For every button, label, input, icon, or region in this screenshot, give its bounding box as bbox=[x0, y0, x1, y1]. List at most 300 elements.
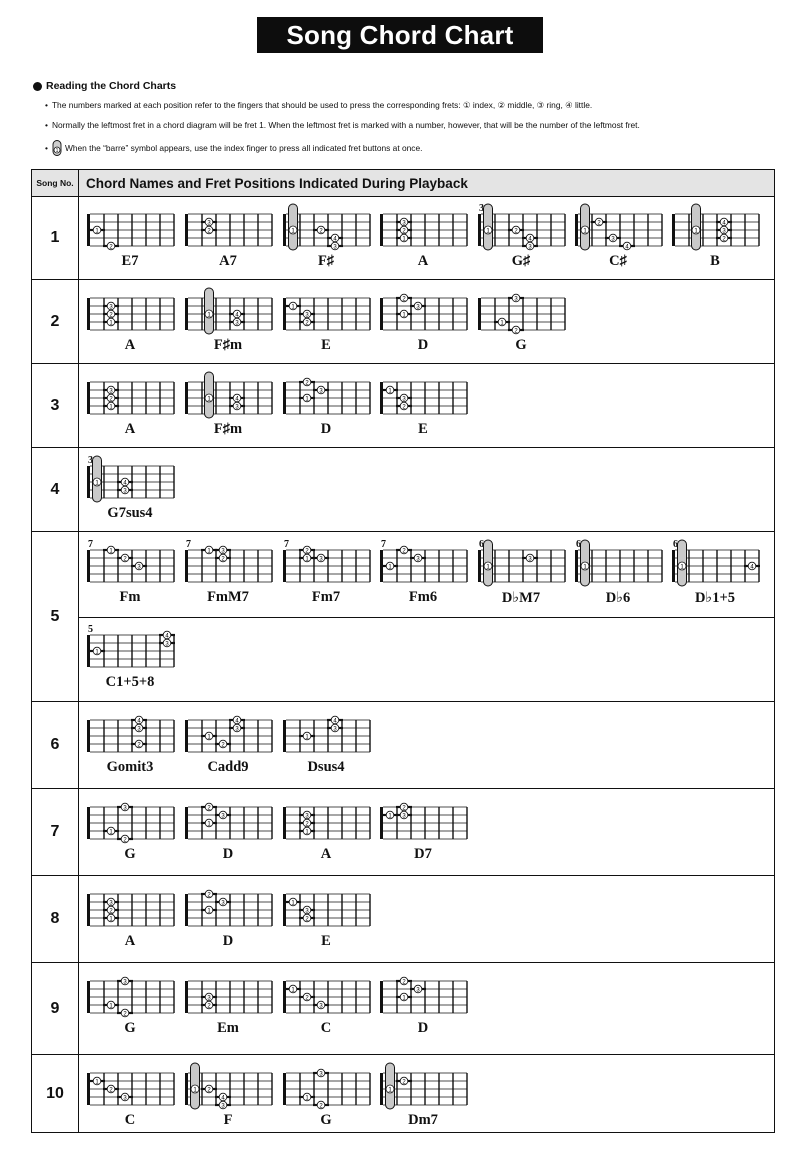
chord-diagram bbox=[182, 370, 274, 446]
svg-text:3: 3 bbox=[137, 726, 141, 733]
svg-text:2: 2 bbox=[207, 228, 211, 235]
chord-chart-table bbox=[31, 169, 775, 1133]
instruction-finger-numbers: • The numbers marked at each position refer to the fingers that should be used to press the corresponding frets: ① index, ② middle, ③ ring, ④ little. bbox=[45, 100, 593, 110]
song-number: 1 bbox=[32, 196, 79, 279]
chord-name: Dsus4 bbox=[307, 759, 345, 775]
svg-text:2: 2 bbox=[109, 1087, 113, 1094]
svg-text:2: 2 bbox=[402, 404, 406, 411]
chord-name: F bbox=[223, 1112, 233, 1128]
fretboard bbox=[182, 708, 274, 758]
svg-text:2: 2 bbox=[305, 320, 309, 327]
song-number: 4 bbox=[32, 448, 79, 531]
chord-name: B bbox=[710, 253, 720, 269]
svg-text:3: 3 bbox=[305, 908, 309, 915]
svg-text:2: 2 bbox=[305, 380, 309, 387]
table-header bbox=[32, 170, 774, 197]
svg-text:3: 3 bbox=[109, 304, 113, 311]
song-number: 5 bbox=[32, 532, 79, 701]
svg-text:3: 3 bbox=[221, 900, 225, 907]
svg-text:3: 3 bbox=[123, 1095, 127, 1102]
chord-name: F♯ bbox=[317, 253, 335, 269]
chord-diagram bbox=[669, 538, 761, 614]
svg-text:3: 3 bbox=[611, 236, 615, 243]
chord-name: A7 bbox=[219, 253, 237, 269]
svg-text:3: 3 bbox=[514, 296, 518, 303]
starting-fret-number: 7 bbox=[284, 539, 289, 550]
chord-name: D bbox=[222, 846, 234, 862]
svg-text:2: 2 bbox=[207, 805, 211, 812]
svg-text:2: 2 bbox=[402, 548, 406, 555]
fretboard bbox=[475, 538, 567, 588]
svg-text:2: 2 bbox=[123, 1011, 127, 1018]
chord-name: G bbox=[124, 1020, 136, 1036]
row-divider bbox=[78, 617, 774, 618]
svg-text:1: 1 bbox=[207, 821, 211, 828]
svg-text:4: 4 bbox=[221, 1095, 225, 1102]
fretboard bbox=[182, 795, 274, 845]
chord-name: C bbox=[320, 1020, 332, 1036]
chord-name: Fm7 bbox=[311, 589, 341, 605]
svg-text:1: 1 bbox=[95, 1079, 99, 1086]
svg-text:1: 1 bbox=[305, 734, 309, 741]
svg-text:2: 2 bbox=[123, 556, 127, 563]
svg-text:1: 1 bbox=[207, 395, 211, 403]
svg-text:2: 2 bbox=[109, 908, 113, 915]
fretboard bbox=[377, 538, 469, 588]
chord-name: E7 bbox=[121, 253, 139, 269]
fretboard bbox=[182, 882, 274, 932]
chord-diagram bbox=[280, 1061, 372, 1137]
song-number: 9 bbox=[32, 963, 79, 1054]
fretboard bbox=[572, 538, 664, 588]
chord-diagram bbox=[280, 708, 372, 784]
chord-name: FmM7 bbox=[207, 589, 249, 605]
fretboard bbox=[84, 882, 176, 932]
svg-text:2: 2 bbox=[221, 742, 225, 749]
song-row bbox=[32, 1055, 774, 1133]
svg-text:1: 1 bbox=[109, 1003, 113, 1010]
chord-diagram bbox=[377, 795, 469, 871]
svg-text:1: 1 bbox=[95, 649, 99, 656]
svg-text:3: 3 bbox=[221, 813, 225, 820]
fretboard bbox=[377, 1061, 469, 1111]
svg-text:1: 1 bbox=[291, 227, 295, 235]
chord-name: Gomit3 bbox=[106, 759, 154, 775]
chord-name: G bbox=[515, 337, 527, 353]
song-number: 10 bbox=[32, 1055, 79, 1132]
chord-name: G bbox=[320, 1112, 332, 1128]
svg-text:3: 3 bbox=[333, 726, 337, 733]
starting-fret-number: 7 bbox=[88, 539, 93, 550]
svg-text:1: 1 bbox=[388, 1086, 392, 1094]
svg-text:4: 4 bbox=[235, 718, 239, 725]
fretboard bbox=[475, 286, 567, 336]
svg-text:1: 1 bbox=[109, 320, 113, 327]
fretboard bbox=[182, 370, 274, 420]
chord-name: D♭6 bbox=[605, 590, 631, 606]
chord-name: Em bbox=[217, 1020, 239, 1036]
starting-fret-number: 7 bbox=[186, 539, 191, 550]
svg-text:3: 3 bbox=[165, 641, 169, 648]
song-row bbox=[32, 876, 774, 963]
svg-text:2: 2 bbox=[109, 312, 113, 319]
svg-text:4: 4 bbox=[333, 236, 337, 243]
svg-text:1: 1 bbox=[680, 563, 684, 571]
svg-text:1: 1 bbox=[207, 311, 211, 319]
fretboard bbox=[182, 1061, 274, 1111]
svg-text:3: 3 bbox=[207, 995, 211, 1002]
svg-text:2: 2 bbox=[137, 742, 141, 749]
chord-name: C bbox=[124, 1112, 136, 1128]
svg-text:1: 1 bbox=[305, 829, 309, 836]
svg-text:2: 2 bbox=[221, 556, 225, 563]
chord-diagram bbox=[84, 1061, 176, 1137]
fretboard bbox=[377, 202, 469, 252]
svg-text:3: 3 bbox=[402, 813, 406, 820]
svg-text:1: 1 bbox=[583, 227, 587, 235]
chord-diagram bbox=[280, 286, 372, 362]
starting-fret-number: 5 bbox=[88, 624, 93, 635]
svg-text:3: 3 bbox=[109, 900, 113, 907]
chord-names-header: Chord Names and Fret Positions Indicated During Playback bbox=[86, 176, 468, 191]
svg-text:2: 2 bbox=[305, 995, 309, 1002]
fretboard bbox=[84, 1061, 176, 1111]
svg-text:4: 4 bbox=[750, 564, 754, 571]
fretboard bbox=[377, 370, 469, 420]
svg-text:4: 4 bbox=[528, 236, 532, 243]
chord-diagram bbox=[669, 202, 761, 278]
chord-diagram bbox=[377, 286, 469, 362]
svg-text:1: 1 bbox=[402, 312, 406, 319]
chord-name: E bbox=[418, 421, 428, 437]
svg-text:2: 2 bbox=[207, 1003, 211, 1010]
song-row bbox=[32, 702, 774, 789]
svg-text:3: 3 bbox=[221, 1103, 225, 1110]
chord-diagram bbox=[84, 969, 176, 1045]
svg-text:1: 1 bbox=[95, 479, 99, 487]
svg-text:3: 3 bbox=[722, 228, 726, 235]
fretboard bbox=[475, 202, 567, 252]
fretboard bbox=[280, 370, 372, 420]
svg-text:2: 2 bbox=[402, 1079, 406, 1086]
fretboard bbox=[84, 202, 176, 252]
svg-text:4: 4 bbox=[722, 220, 726, 227]
song-row bbox=[32, 196, 774, 280]
fretboard bbox=[280, 882, 372, 932]
chord-name: Cadd9 bbox=[207, 759, 249, 775]
svg-text:3: 3 bbox=[528, 244, 532, 251]
song-row bbox=[32, 963, 774, 1055]
chord-diagram bbox=[475, 286, 567, 362]
svg-text:3: 3 bbox=[221, 548, 225, 555]
chord-diagram bbox=[572, 202, 664, 278]
fretboard bbox=[84, 969, 176, 1019]
fretboard bbox=[572, 202, 664, 252]
fretboard bbox=[84, 623, 176, 673]
fretboard bbox=[280, 538, 372, 588]
svg-text:4: 4 bbox=[137, 718, 141, 725]
bullet-dot-icon bbox=[33, 82, 42, 91]
song-row bbox=[32, 789, 774, 876]
svg-text:4: 4 bbox=[165, 633, 169, 640]
svg-text:2: 2 bbox=[305, 821, 309, 828]
fretboard bbox=[280, 1061, 372, 1111]
svg-text:3: 3 bbox=[319, 556, 323, 563]
chord-name: A bbox=[124, 421, 136, 437]
svg-text:2: 2 bbox=[402, 805, 406, 812]
chord-name: F♯m bbox=[213, 337, 243, 353]
svg-text:1: 1 bbox=[291, 900, 295, 907]
chord-name: A bbox=[417, 253, 429, 269]
chord-diagram bbox=[377, 370, 469, 446]
svg-text:1: 1 bbox=[388, 388, 392, 395]
svg-text:3: 3 bbox=[123, 488, 127, 495]
chord-diagram bbox=[84, 623, 176, 699]
chord-name: Dm7 bbox=[408, 1112, 438, 1128]
song-number-header: Song No. bbox=[32, 170, 79, 196]
svg-text:2: 2 bbox=[722, 236, 726, 243]
svg-text:1: 1 bbox=[694, 227, 698, 235]
song-row bbox=[32, 532, 774, 702]
fretboard bbox=[182, 969, 274, 1019]
chord-diagram bbox=[84, 708, 176, 784]
instruction-barre: • 1 When the “barre” symbol appears, use the index finger to press all indicated fret buttons at once. bbox=[45, 140, 793, 156]
svg-text:3: 3 bbox=[123, 979, 127, 986]
chord-diagram bbox=[377, 202, 469, 278]
chord-diagram bbox=[182, 795, 274, 871]
chord-diagram bbox=[182, 708, 274, 784]
chord-name: D♭1+5 bbox=[694, 590, 736, 606]
chord-diagram bbox=[475, 538, 567, 614]
svg-text:3: 3 bbox=[235, 320, 239, 327]
svg-text:3: 3 bbox=[235, 404, 239, 411]
svg-text:2: 2 bbox=[305, 548, 309, 555]
song-number: 6 bbox=[32, 702, 79, 788]
song-number: 2 bbox=[32, 280, 79, 363]
svg-text:2: 2 bbox=[402, 296, 406, 303]
song-number: 7 bbox=[32, 789, 79, 875]
starting-fret-number: 6 bbox=[673, 539, 678, 550]
song-number: 8 bbox=[32, 876, 79, 962]
svg-text:2: 2 bbox=[109, 244, 113, 251]
instructions-heading-text: Reading the Chord Charts bbox=[46, 80, 177, 92]
chord-diagram bbox=[84, 795, 176, 871]
svg-text:2: 2 bbox=[514, 328, 518, 335]
chord-name: D bbox=[222, 933, 234, 949]
svg-text:1: 1 bbox=[388, 813, 392, 820]
chord-diagram bbox=[572, 538, 664, 614]
song-number: 3 bbox=[32, 364, 79, 447]
svg-text:1: 1 bbox=[109, 404, 113, 411]
svg-text:2: 2 bbox=[109, 396, 113, 403]
chord-diagram bbox=[182, 969, 274, 1045]
svg-text:2: 2 bbox=[597, 220, 601, 227]
svg-text:1: 1 bbox=[109, 829, 113, 836]
fretboard bbox=[280, 286, 372, 336]
reading-instructions bbox=[33, 80, 793, 165]
chord-diagram bbox=[377, 1061, 469, 1137]
fretboard bbox=[377, 286, 469, 336]
svg-text:1: 1 bbox=[95, 228, 99, 235]
page-title: Song Chord Chart bbox=[257, 17, 543, 53]
chord-diagram bbox=[182, 286, 274, 362]
svg-text:3: 3 bbox=[333, 244, 337, 251]
starting-fret-number: 6 bbox=[479, 539, 484, 550]
chord-name: G♯ bbox=[511, 253, 531, 269]
fretboard bbox=[182, 538, 274, 588]
svg-text:1: 1 bbox=[305, 556, 309, 563]
svg-text:2: 2 bbox=[402, 979, 406, 986]
song-row bbox=[32, 280, 774, 364]
svg-text:4: 4 bbox=[235, 312, 239, 319]
starting-fret-number: 6 bbox=[576, 539, 581, 550]
chord-diagram bbox=[280, 882, 372, 958]
chord-name: A bbox=[124, 933, 136, 949]
svg-text:1: 1 bbox=[109, 548, 113, 555]
instructions-heading bbox=[33, 80, 793, 92]
chord-diagram bbox=[84, 286, 176, 362]
svg-text:1: 1 bbox=[388, 564, 392, 571]
svg-text:1: 1 bbox=[583, 563, 587, 571]
fretboard bbox=[377, 969, 469, 1019]
fretboard bbox=[84, 538, 176, 588]
svg-text:1: 1 bbox=[207, 734, 211, 741]
chord-diagram bbox=[475, 202, 567, 278]
chord-name: C1+5+8 bbox=[105, 674, 155, 690]
fretboard bbox=[280, 795, 372, 845]
svg-text:3: 3 bbox=[416, 987, 420, 994]
svg-text:3: 3 bbox=[123, 805, 127, 812]
fretboard bbox=[669, 202, 761, 252]
chord-diagram bbox=[280, 795, 372, 871]
chord-diagram bbox=[84, 538, 176, 614]
chord-name: E bbox=[321, 337, 331, 353]
svg-text:3: 3 bbox=[305, 813, 309, 820]
fretboard bbox=[84, 286, 176, 336]
fretboard bbox=[280, 708, 372, 758]
chord-diagram bbox=[182, 202, 274, 278]
fretboard bbox=[377, 795, 469, 845]
svg-text:2: 2 bbox=[123, 837, 127, 844]
chord-name: Fm6 bbox=[408, 589, 438, 605]
fretboard bbox=[182, 202, 274, 252]
chord-diagram bbox=[377, 969, 469, 1045]
svg-text:4: 4 bbox=[333, 718, 337, 725]
chord-diagram bbox=[84, 882, 176, 958]
svg-text:1: 1 bbox=[291, 987, 295, 994]
svg-text:1: 1 bbox=[402, 995, 406, 1002]
chord-diagram bbox=[84, 454, 176, 530]
svg-text:1: 1 bbox=[291, 304, 295, 311]
svg-text:2: 2 bbox=[319, 228, 323, 235]
chord-name: D7 bbox=[414, 846, 432, 862]
svg-text:2: 2 bbox=[402, 228, 406, 235]
chord-diagram bbox=[280, 538, 372, 614]
chord-diagram bbox=[377, 538, 469, 614]
starting-fret-number: 3 bbox=[88, 455, 93, 466]
svg-text:3: 3 bbox=[207, 220, 211, 227]
svg-text:2: 2 bbox=[305, 916, 309, 923]
chord-name: A bbox=[320, 846, 332, 862]
fretboard bbox=[669, 538, 761, 588]
svg-text:1: 1 bbox=[486, 227, 490, 235]
chord-name: F♯m bbox=[213, 421, 243, 437]
fretboard bbox=[280, 969, 372, 1019]
svg-text:3: 3 bbox=[402, 396, 406, 403]
svg-text:1: 1 bbox=[207, 548, 211, 555]
chord-name: C♯ bbox=[609, 253, 627, 269]
svg-text:1: 1 bbox=[500, 320, 504, 327]
svg-text:2: 2 bbox=[207, 892, 211, 899]
svg-text:3: 3 bbox=[416, 304, 420, 311]
fretboard bbox=[280, 202, 372, 252]
chord-diagram bbox=[280, 202, 372, 278]
fretboard bbox=[84, 454, 176, 504]
fretboard bbox=[84, 370, 176, 420]
fretboard bbox=[84, 795, 176, 845]
svg-text:2: 2 bbox=[319, 1103, 323, 1110]
chord-diagram bbox=[84, 202, 176, 278]
instruction-leftmost-fret: • Normally the leftmost fret in a chord diagram will be fret 1. When the leftmost fret is marked with a number, however, that will be the number of the leftmost fret. bbox=[45, 120, 640, 130]
svg-text:3: 3 bbox=[402, 220, 406, 227]
svg-text:3: 3 bbox=[137, 564, 141, 571]
svg-text:3: 3 bbox=[109, 388, 113, 395]
svg-text:1: 1 bbox=[305, 1095, 309, 1102]
svg-text:4: 4 bbox=[625, 244, 629, 251]
svg-text:2: 2 bbox=[514, 228, 518, 235]
svg-text:3: 3 bbox=[528, 556, 532, 563]
svg-text:4: 4 bbox=[235, 396, 239, 403]
svg-text:1: 1 bbox=[109, 916, 113, 923]
svg-text:3: 3 bbox=[416, 556, 420, 563]
chord-diagram bbox=[182, 882, 274, 958]
svg-text:1: 1 bbox=[193, 1086, 197, 1094]
svg-text:2: 2 bbox=[207, 1087, 211, 1094]
chord-name: D bbox=[417, 1020, 429, 1036]
svg-text:1: 1 bbox=[207, 908, 211, 915]
song-row bbox=[32, 448, 774, 532]
chord-diagram bbox=[280, 969, 372, 1045]
chord-name: G bbox=[124, 846, 136, 862]
chord-name: D bbox=[417, 337, 429, 353]
starting-fret-number: 7 bbox=[381, 539, 386, 550]
svg-text:3: 3 bbox=[319, 388, 323, 395]
song-row bbox=[32, 364, 774, 448]
svg-text:3: 3 bbox=[235, 726, 239, 733]
svg-text:3: 3 bbox=[305, 312, 309, 319]
fretboard bbox=[182, 286, 274, 336]
chord-name: E bbox=[321, 933, 331, 949]
chord-name: A bbox=[124, 337, 136, 353]
svg-text:1: 1 bbox=[55, 147, 59, 154]
chord-diagram bbox=[84, 370, 176, 446]
chord-name: G7sus4 bbox=[107, 505, 153, 521]
barre-symbol-icon bbox=[52, 140, 62, 156]
fretboard bbox=[84, 708, 176, 758]
svg-text:3: 3 bbox=[319, 1003, 323, 1010]
svg-text:1: 1 bbox=[486, 563, 490, 571]
chord-name: Fm bbox=[119, 589, 141, 605]
chord-diagram bbox=[182, 1061, 274, 1137]
svg-text:1: 1 bbox=[402, 236, 406, 243]
chord-diagram bbox=[280, 370, 372, 446]
svg-text:4: 4 bbox=[123, 480, 127, 487]
starting-fret-number: 3 bbox=[479, 203, 484, 214]
svg-text:3: 3 bbox=[319, 1071, 323, 1078]
chord-diagram bbox=[182, 538, 274, 614]
svg-text:1: 1 bbox=[305, 396, 309, 403]
chord-name: D bbox=[320, 421, 332, 437]
